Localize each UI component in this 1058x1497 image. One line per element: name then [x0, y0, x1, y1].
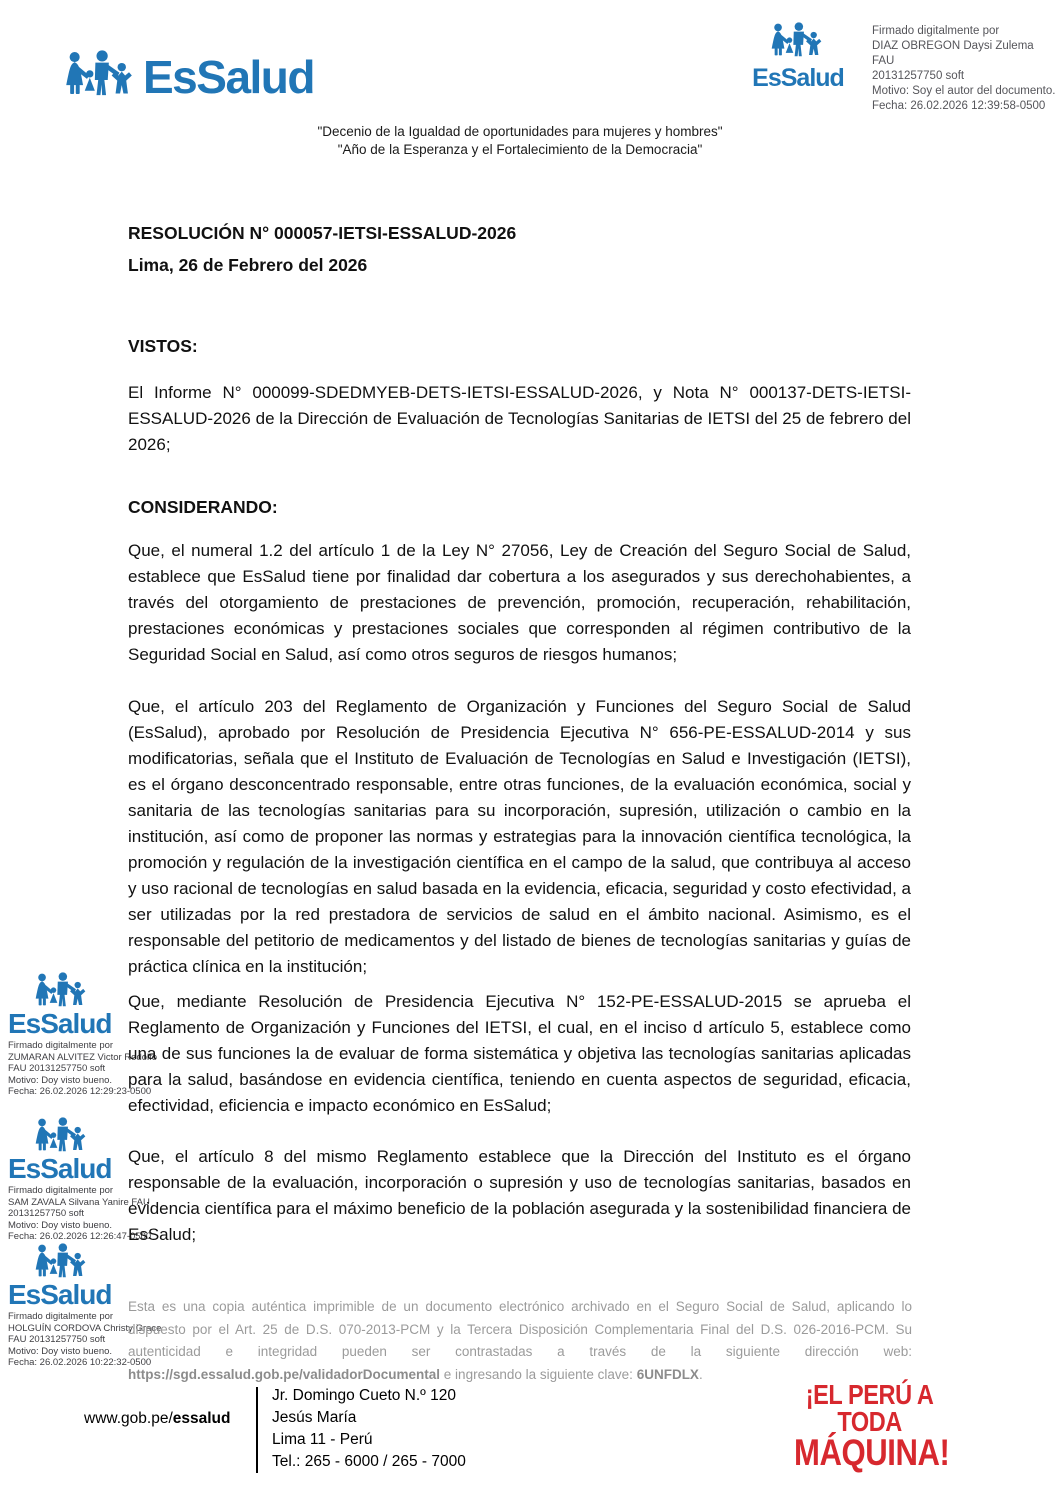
quote-decenio: "Decenio de la Igualdad de oportunidades para mujeres y hombres" — [317, 124, 723, 139]
signature-line: Fecha: 26.02.2026 12:29:23-0500 — [8, 1086, 152, 1097]
digital-signature-author — [872, 24, 1058, 114]
signature-line: HOLGUÍN CORDOVA Christy Grace — [8, 1322, 162, 1334]
signature-line: Firmado digitalmente por — [8, 1185, 114, 1196]
essalud-family-icon — [770, 22, 826, 60]
stamp-signature-text — [8, 1040, 158, 1098]
signature-line: Motivo: Soy el autor del documento. — [872, 85, 1056, 97]
signature-line: Motivo: Doy visto bueno. — [8, 1345, 113, 1357]
validator-url: https://sgd.essalud.gob.pe/validadorDocumental — [128, 1366, 441, 1382]
stamp-signature-text — [8, 1185, 152, 1243]
essalud-family-icon — [34, 1243, 90, 1281]
website-bold: essalud — [172, 1410, 231, 1427]
disclaimer-text: . — [698, 1366, 703, 1382]
address-line: Tel.: 265 - 6000 / 265 - 7000 — [272, 1453, 466, 1470]
slogan-line-2: MÁQUINA! — [794, 1432, 950, 1474]
signature-line: DIAZ OBREGON Daysi Zulema FAU — [872, 40, 1034, 67]
considerando-paragraph-4: Que, el artículo 8 del mismo Reglamento establece que la Dirección del Instituto es el órgano responsable de la evaluación, incorporación o supresión y uso de tecnologías sanitarias, basados en evidencia científica para el máximo beneficio de la población asegurada y la sostenibilidad financiera de EsSalud; — [128, 1147, 911, 1244]
essalud-logo-text: EsSalud — [752, 64, 844, 92]
header-quotes — [0, 123, 1040, 159]
signature-line: Fecha: 26.02.2026 10:22:32-0500 — [8, 1357, 152, 1368]
disclaimer-text: Esta es una copia auténtica imprimible de un documento electrónico archivado en el Seguro Social de Salud, aplicando lo dispuesto por el Art. 25 de D.S. 070-2013-PCM y la Tercera Disposición Complementaria Final del D.S. 026-2016-PCM. Su autenticidad e integridad pueden ser contrastadas a través de la siguiente dirección web: — [128, 1299, 912, 1359]
signature-line: Fecha: 26.02.2026 12:26:47-0500 — [8, 1231, 152, 1242]
document-key: 6UNFDLX — [636, 1366, 699, 1382]
essalud-logo-text: EsSalud — [8, 1279, 112, 1310]
vistos-heading: VISTOS: — [128, 336, 198, 356]
signature-line: FAU 20131257750 soft — [8, 1334, 106, 1345]
signature-line: 20131257750 soft — [8, 1208, 85, 1219]
website-prefix: www.gob.pe/ — [84, 1410, 173, 1427]
signature-line: ZUMARAN ALVITEZ Victor Rodolfo — [8, 1051, 158, 1063]
quote-anio: "Año de la Esperanza y el Fortalecimiento de la Democracia" — [337, 142, 703, 157]
essalud-logo — [64, 50, 315, 103]
essalud-family-icon — [34, 1117, 90, 1155]
essalud-family-icon — [64, 50, 138, 100]
signature-line: Firmado digitalmente por — [8, 1040, 114, 1051]
address-line: Lima 11 - Perú — [272, 1431, 373, 1448]
stamp-signature-text — [8, 1311, 162, 1369]
considerando-paragraph-1: Que, el numeral 1.2 del artículo 1 de la Ley N° 27056, Ley de Creación del Seguro Social de Salud, establece que EsSalud tiene por finalidad dar cobertura a los asegurados y sus derechohabientes, a través del otorgamiento de prestaciones de prevención, promoción, recuperación, rehabilitación, prestaciones económicas y prestaciones sociales que corresponden al régimen contributivo de la Seguridad Social en Salud, así como otros seguros de riesgos humanos; — [128, 541, 911, 664]
essalud-logo-text: EsSalud — [8, 1008, 112, 1039]
signature-line: Firmado digitalmente por — [8, 1311, 114, 1322]
signature-line: FAU 20131257750 soft — [8, 1063, 106, 1074]
document-heading — [128, 220, 911, 278]
address-line: Jr. Domingo Cueto N.º 120 — [272, 1387, 457, 1404]
signature-stamp-zumaran — [8, 972, 158, 1098]
signature-line: Motivo: Doy visto bueno. — [8, 1219, 113, 1231]
essalud-logo-text: EsSalud — [8, 1153, 112, 1184]
essalud-logo-small — [750, 22, 846, 91]
signature-line: Fecha: 26.02.2026 12:39:58-0500 — [872, 100, 1046, 112]
disclaimer-text: e ingresando la siguiente clave: — [440, 1366, 637, 1382]
footer-address — [272, 1385, 466, 1473]
essalud-family-icon — [34, 972, 90, 1010]
footer-divider — [256, 1387, 258, 1473]
essalud-logo-text: EsSalud — [143, 51, 315, 103]
footer-website — [84, 1410, 230, 1428]
signature-line: Firmado digitalmente por — [872, 25, 1000, 37]
signature-stamp-holguin — [8, 1243, 162, 1369]
signature-line: 20131257750 soft — [872, 70, 965, 82]
considerando-paragraph-3: Que, mediante Resolución de Presidencia Ejecutiva N° 152-PE-ESSALUD-2015 se aprueba el Reglamento de Organización y Funciones del IETSI, el cual, en el inciso d artículo 5, establece como una de sus funciones la de evaluar de forma sistemática y objetiva las tecnologías sanitarias aplicadas para la salud, basándose en evidencia científica, teniendo en cuenta aspectos de seguridad, eficacia, efectividad, eficiencia e impacto económico en EsSalud; — [128, 992, 911, 1115]
address-line: Jesús María — [272, 1409, 357, 1426]
peru-slogan — [794, 1379, 950, 1474]
resolution-number: RESOLUCIÓN N° 000057-IETSI-ESSALUD-2026 — [128, 223, 517, 243]
place-date: Lima, 26 de Febrero del 2026 — [128, 255, 368, 275]
signature-stamp-sam-zavala — [8, 1117, 152, 1243]
considerando-paragraph-2: Que, el artículo 203 del Reglamento de Organización y Funciones del Seguro Social de Salud (EsSalud), aprobado por Resolución de Presidencia Ejecutiva N° 656-PE-ESSALUD-2014 y sus modificatorias, señala que el Instituto de Evaluación de Tecnologías en Salud e Investigación (IETSI), es el órgano desconcentrado responsable, entre otras funciones, de la evaluación económica, social y sanitaria de las tecnologías sanitarias para su incorporación, supresión, utilización o cambio en la institución, así como de proponer las normas y estrategias para la innovación científica tecnológica, la promoción y regulación de la investigación científica en el campo de la salud, que contribuya al acceso y uso racional de tecnologías en salud basada en la evidencia, eficacia, seguridad y costo efectividad, a ser utilizadas por la red prestadora de servicios de salud en el ámbito nacional. Asimismo, es el responsable del petitorio de medicamentos y del listado de bienes de tecnologías sanitarias y guías de práctica clínica en la institución; — [128, 697, 911, 976]
signature-line: Motivo: Doy visto bueno. — [8, 1074, 113, 1086]
signature-line: SAM ZAVALA Silvana Yanire FAU — [8, 1196, 150, 1208]
vistos-paragraph: El Informe N° 000099-SDEDMYEB-DETS-IETSI-ESSALUD-2026, y Nota N° 000137-DETS-IETSI-ESSALUD-2026 de la Dirección de Evaluación de Tecnologías Sanitarias de IETSI del 25 de febrero del 2026; — [128, 383, 911, 454]
slogan-line-1: ¡EL PERÚ A TODA — [805, 1379, 934, 1437]
considerando-heading: CONSIDERANDO: — [128, 497, 278, 517]
authenticity-disclaimer — [128, 1296, 912, 1386]
